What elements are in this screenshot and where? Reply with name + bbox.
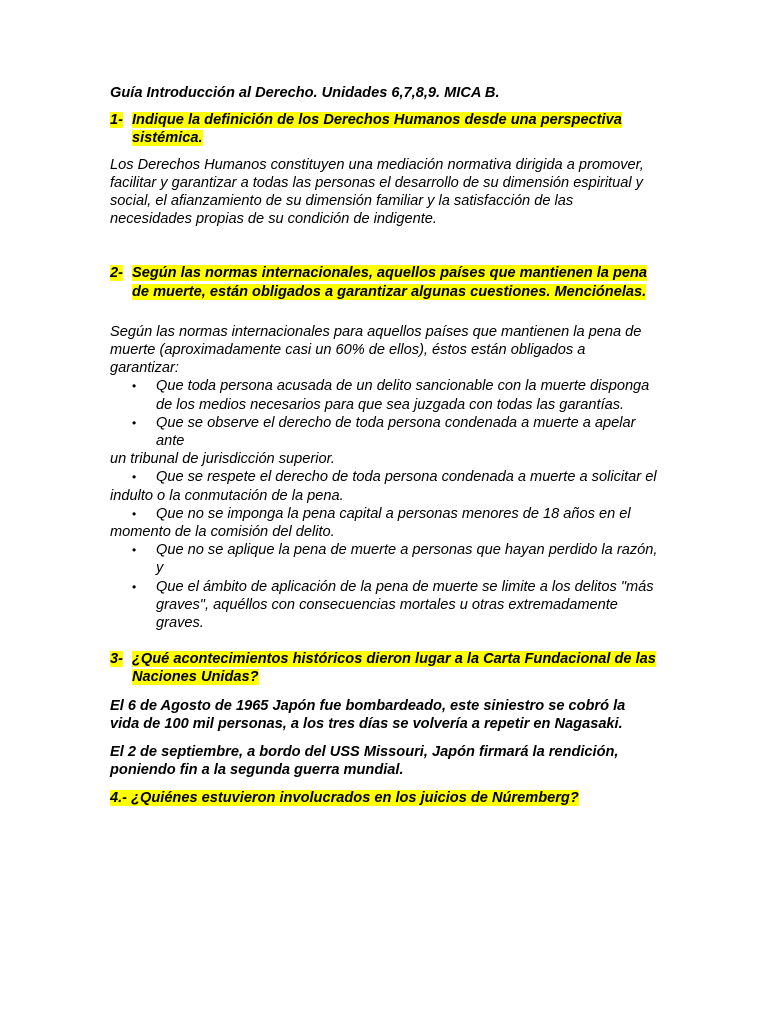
bullet-icon: • bbox=[132, 415, 137, 430]
question-2-text: Según las normas internacionales, aquellos países que mantienen la pena de muerte, están obligados a garantizar algunas cuestiones. Menciónelas. bbox=[132, 265, 647, 300]
list-item-text: Que se observe el derecho de toda persona condenada a muerte a apelar ante bbox=[156, 414, 636, 450]
answer-3-paragraph-2: El 2 de septiembre, a bordo del USS Missouri, Japón firmará la rendición, poniendo fin a la segunda guerra mundial. bbox=[110, 744, 619, 779]
document-title: Guía Introducción al Derecho. Unidades 6,7,8,9. MICA B. bbox=[110, 85, 500, 101]
list-item-text: Que se respete el derecho de toda persona condenada a muerte a solicitar el bbox=[156, 469, 657, 486]
question-3-number: 3- bbox=[110, 651, 123, 668]
answer-2-list-cont bbox=[110, 468, 658, 486]
list-continuation: indulto o la conmutación de la pena. bbox=[110, 487, 344, 504]
question-2 bbox=[110, 264, 658, 300]
list-item-text: Que toda persona acusada de un delito sancionable con la muerte disponga de los medios necesarios para que sea juzgada con todas las garantías. bbox=[156, 378, 650, 413]
bullet-icon: • bbox=[132, 579, 137, 594]
bullet-icon: • bbox=[132, 470, 137, 485]
question-1 bbox=[110, 111, 658, 147]
list-item bbox=[110, 414, 658, 450]
list-item-text: Que el ámbito de aplicación de la pena de muerte se limite a los delitos "más graves", aquéllos con consecuencias mortales u otras extremadamente graves. bbox=[156, 578, 654, 632]
bullet-icon: • bbox=[132, 506, 137, 521]
question-4-text: 4.- ¿Quiénes estuvieron involucrados en los juicios de Núremberg? bbox=[110, 789, 579, 806]
list-item bbox=[110, 468, 658, 486]
list-item bbox=[110, 377, 658, 413]
question-3 bbox=[110, 650, 658, 686]
question-4 bbox=[110, 789, 658, 807]
list-item bbox=[110, 578, 658, 633]
document-page bbox=[110, 84, 658, 807]
list-continuation: un tribunal de jurisdicción superior. bbox=[110, 451, 335, 468]
question-1-number: 1- bbox=[110, 112, 123, 129]
list-item-text: Que no se aplique la pena de muerte a personas que hayan perdido la razón, y bbox=[156, 542, 658, 577]
list-item-text: Que no se imponga la pena capital a personas menores de 18 años en el bbox=[156, 505, 631, 522]
answer-2-list-cont bbox=[110, 541, 658, 632]
answer-3-paragraph-1: El 6 de Agosto de 1965 Japón fue bombardeado, este siniestro se cobró la vida de 100 mil personas, a los tres días se volvería a repetir en Nagasaki. bbox=[110, 697, 626, 732]
question-3-text: ¿Qué acontecimientos históricos dieron lugar a la Carta Fundacional de las Naciones Unidas? bbox=[132, 651, 656, 686]
list-continuation: momento de la comisión del delito. bbox=[110, 524, 335, 541]
bullet-icon: • bbox=[132, 543, 137, 558]
bullet-icon: • bbox=[132, 379, 137, 394]
list-item bbox=[110, 505, 658, 523]
answer-2-list bbox=[110, 377, 658, 450]
answer-2-intro: Según las normas internacionales para aquellos países que mantienen la pena de muerte (aproximadamente casi un 60% de ellos), éstos están obligados a garantizar: bbox=[110, 323, 642, 377]
list-item bbox=[110, 541, 658, 577]
answer-2-list-cont bbox=[110, 505, 658, 523]
answer-1: Los Derechos Humanos constituyen una mediación normativa dirigida a promover, facilitar y garantizar a todas las personas el desarrollo de su dimensión espiritual y social, el afianzamiento de su dimensión familiar y la satisfacción de las necesidades propias de su condición de indigente. bbox=[110, 156, 644, 228]
question-2-number: 2- bbox=[110, 265, 123, 282]
question-1-text: Indique la definición de los Derechos Humanos desde una perspectiva sistémica. bbox=[132, 112, 622, 147]
